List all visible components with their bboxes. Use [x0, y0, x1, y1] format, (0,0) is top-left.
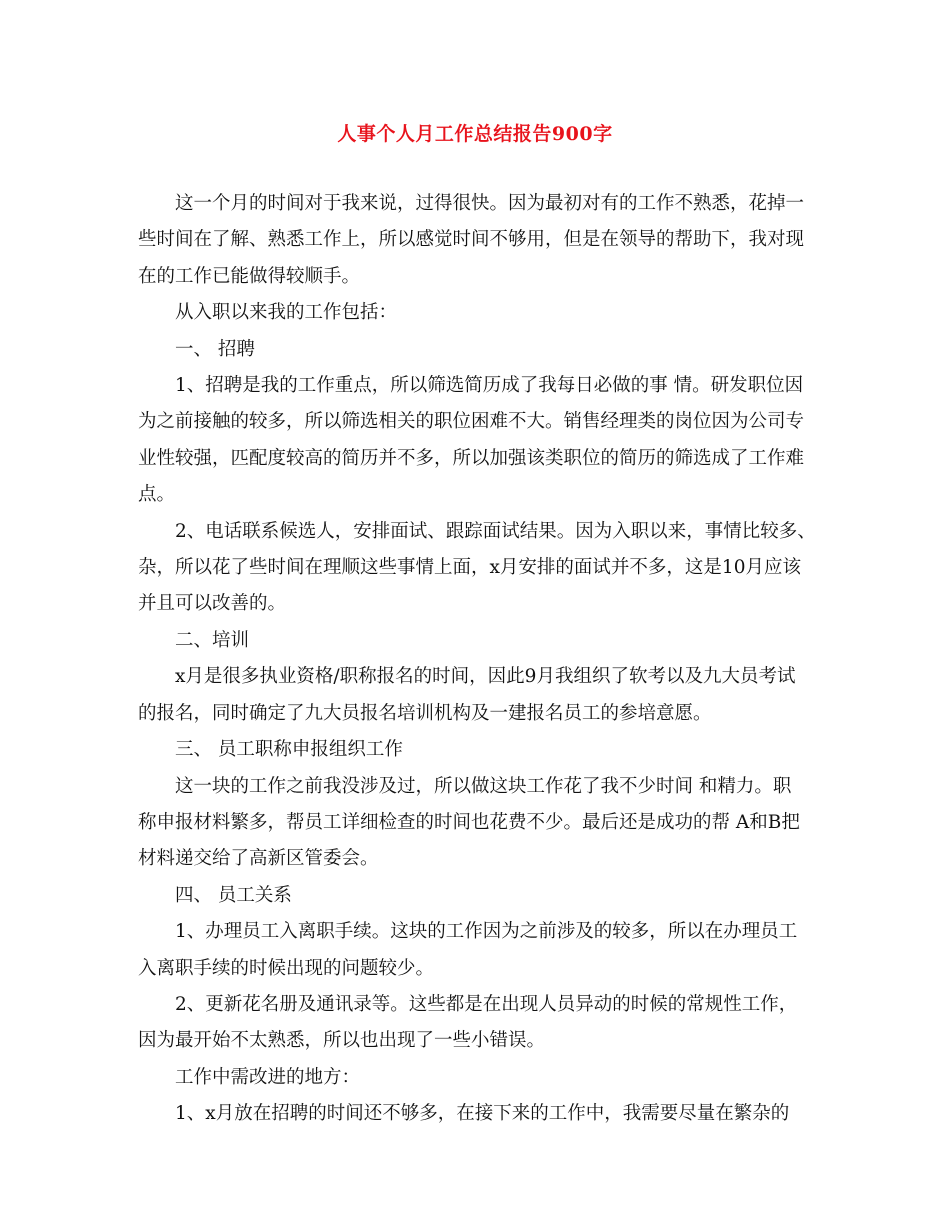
paragraph-line: 因为最开始不太熟悉，所以也出现了一些小错误。: [138, 1030, 546, 1052]
paragraph-line: 1、x月放在招聘的时间还不够多，在接下来的工作中，我需要尽量在繁杂的: [175, 1103, 790, 1125]
paragraph-line: 并且可以改善的。: [138, 593, 287, 615]
paragraph-line: 为之前接触的较多，所以筛选相关的职位困难不大。销售经理类的岗位因为公司专: [138, 411, 805, 433]
section-heading: 二、培训: [175, 629, 250, 651]
paragraph-line: 1、招聘是我的工作重点，所以筛选简历成了我每日必做的事 情。研发职位因: [175, 375, 804, 397]
paragraph-line: 2、更新花名册及通讯录等。这些都是在出现人员异动的时候的常规性工作，: [175, 993, 798, 1015]
paragraph-line: 工作中需改进的地方：: [175, 1066, 361, 1088]
paragraph-line: 点。: [138, 484, 176, 506]
paragraph-line: 入离职手续的时候出现的问题较少。: [138, 957, 435, 979]
paragraph-line: 从入职以来我的工作包括：: [175, 302, 398, 324]
paragraph-line: 称申报材料繁多，帮员工详细检查的时间也花费不少。最后还是成功的帮 A和B把: [138, 811, 800, 833]
section-heading: 一、 招聘: [175, 338, 255, 360]
paragraph-line: x月是很多执业资格/职称报名的时间，因此9月我组织了软考以及九大员考试: [175, 666, 796, 688]
paragraph-line: 1、办理员工入离职手续。这块的工作因为之前涉及的较多，所以在办理员工: [175, 921, 798, 943]
paragraph-line: 的报名，同时确定了九大员报名培训机构及一建报名员工的参培意愿。: [138, 702, 712, 724]
section-heading: 四、 员工关系: [175, 884, 292, 906]
paragraph-line: 这一个月的时间对于我来说，过得很快。因为最初对有的工作不熟悉，花掉一: [175, 193, 805, 214]
paragraph-line: 2、电话联系候选人，安排面试、跟踪面试结果。因为入职以来，事情比较多、: [175, 520, 816, 542]
paragraph-line: 些时间在了解、熟悉工作上，所以感觉时间不够用，但是在领导的帮助下，我对现: [138, 229, 805, 251]
document-body: [138, 186, 828, 1133]
paragraph-line: 杂，所以花了些时间在理顺这些事情上面，x月安排的面试并不多，这是10月应该: [138, 557, 801, 579]
paragraph-line: 在的工作已能做得较顺手。: [138, 265, 361, 287]
paragraph-line: 这一块的工作之前我没涉及过，所以做这块工作花了我不少时间 和精力。职: [175, 775, 792, 797]
document-title: 人事个人月工作总结报告900字: [337, 123, 613, 145]
paragraph-line: 材料递交给了高新区管委会。: [138, 848, 379, 870]
section-heading: 三、 员工职称申报组织工作: [175, 739, 403, 761]
paragraph-line: 业性较强，匹配度较高的简历并不多，所以加强该类职位的简历的筛选成了工作难: [138, 447, 805, 469]
